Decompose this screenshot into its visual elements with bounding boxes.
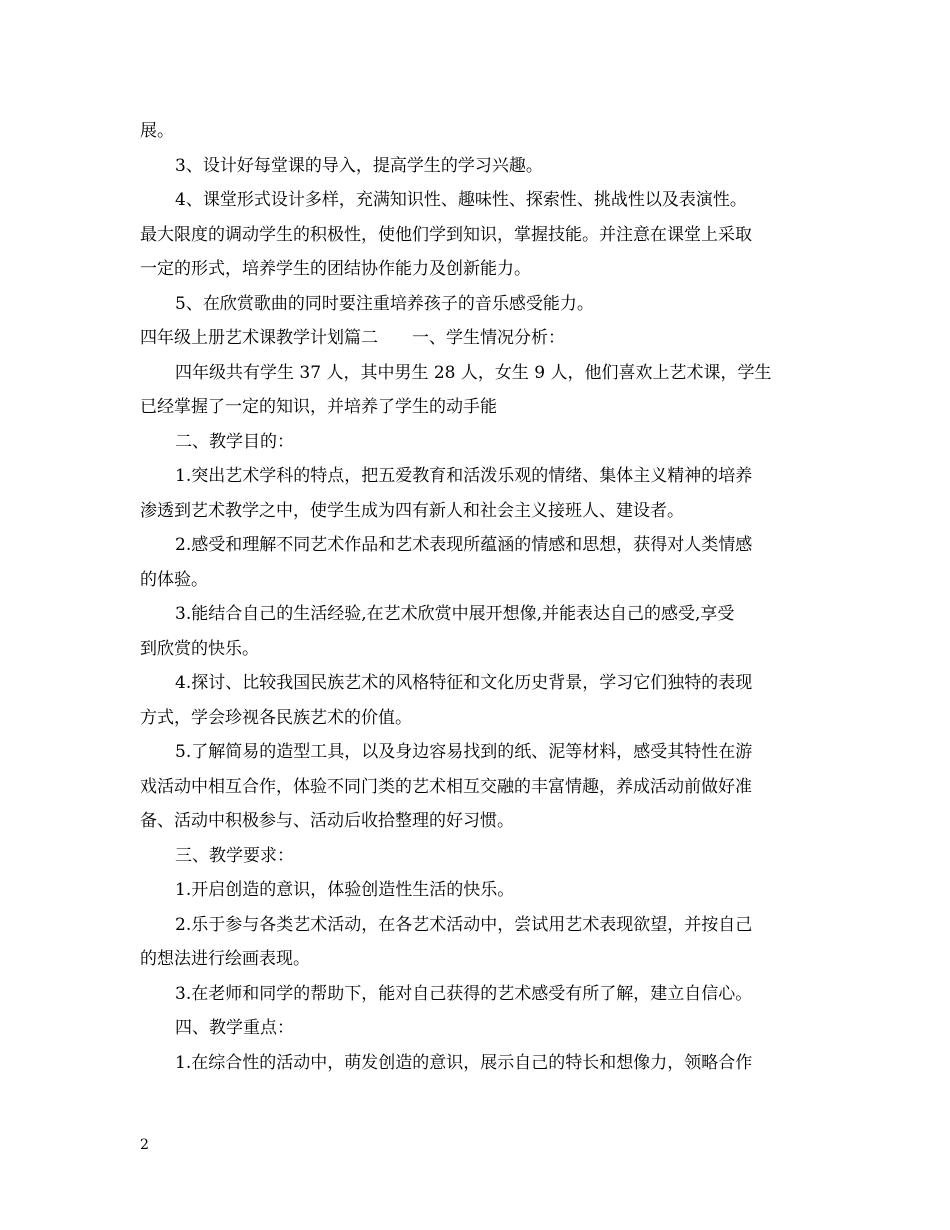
text-line: 3.能结合自己的生活经验,在艺术欣赏中展开想像,并能表达自己的感受,享受 bbox=[175, 604, 735, 624]
text-line: 3.在老师和同学的帮助下，能对自己获得的艺术感受有所了解，建立自信心。 bbox=[175, 983, 753, 1004]
section-heading-line: 四年级上册艺术课教学计划篇二 一、学生情况分析： bbox=[140, 328, 565, 348]
text-line: 4.探讨、比较我国民族艺术的风格特征和文化历史背景，学习它们独特的表现 bbox=[175, 673, 753, 693]
section-heading: 三、教学要求： bbox=[175, 845, 294, 866]
text-line: 5、在欣赏歌曲的同时要注重培养孩子的音乐感受能力。 bbox=[175, 293, 594, 314]
text-line: 方式，学会珍视各民族艺术的价值。 bbox=[140, 707, 412, 728]
text-line: 已经掌握了一定的知识，并培养了学生的动手能 bbox=[140, 397, 497, 417]
section-heading: 四、教学重点： bbox=[175, 1018, 294, 1038]
text-line: 一定的形式，培养学生的团结协作能力及创新能力。 bbox=[140, 259, 531, 279]
text-line: 的体验。 bbox=[140, 569, 208, 590]
text-line: 到欣赏的快乐。 bbox=[140, 638, 259, 659]
text-line: 2.感受和理解不同艺术作品和艺术表现所蕴涵的情感和思想，获得对人类情感 bbox=[175, 535, 753, 555]
text-line: 戏活动中相互合作，体验不同门类的艺术相互交融的丰富情趣，养成活动前做好准 bbox=[140, 776, 752, 797]
text-line: 备、活动中积极参与、活动后收拾整理的好习惯。 bbox=[140, 811, 514, 831]
text-line: 1.开启创造的意识，体验创造性生活的快乐。 bbox=[175, 880, 515, 900]
text-line: 最大限度的调动学生的积极性，使他们学到知识，掌握技能。并注意在课堂上采取 bbox=[140, 224, 752, 245]
text-line: 5.了解简易的造型工具，以及身边容易找到的纸、泥等材料，感受其特性在游 bbox=[175, 742, 753, 762]
text-line: 1.突出艺术学科的特点，把五爱教育和活泼乐观的情绪、集体主义精神的培养 bbox=[175, 466, 753, 486]
text-line: 四年级共有学生 37 人，其中男生 28 人，女生 9 人，他们喜欢上艺术课，学生 bbox=[175, 362, 772, 383]
page-number: 2 bbox=[140, 1137, 149, 1153]
text-line: 4、课堂形式设计多样，充满知识性、趣味性、探索性、挑战性以及表演性。 bbox=[175, 190, 747, 210]
text-line: 渗透到艺术教学之中，使学生成为四有新人和社会主义接班人、建设者。 bbox=[140, 500, 684, 521]
text-line: 展。 bbox=[140, 121, 174, 141]
text-line: 1.在综合性的活动中，萌发创造的意识，展示自己的特长和想像力，领略合作 bbox=[175, 1052, 753, 1073]
text-line: 2.乐于参与各类艺术活动，在各艺术活动中，尝试用艺术表现欲望，并按自己 bbox=[175, 914, 753, 935]
text-line: 3、设计好每堂课的导入，提高学生的学习兴趣。 bbox=[175, 155, 543, 176]
document-body bbox=[140, 114, 812, 1080]
section-heading: 二、教学目的： bbox=[175, 431, 294, 452]
text-line: 的想法进行绘画表现。 bbox=[140, 949, 310, 969]
